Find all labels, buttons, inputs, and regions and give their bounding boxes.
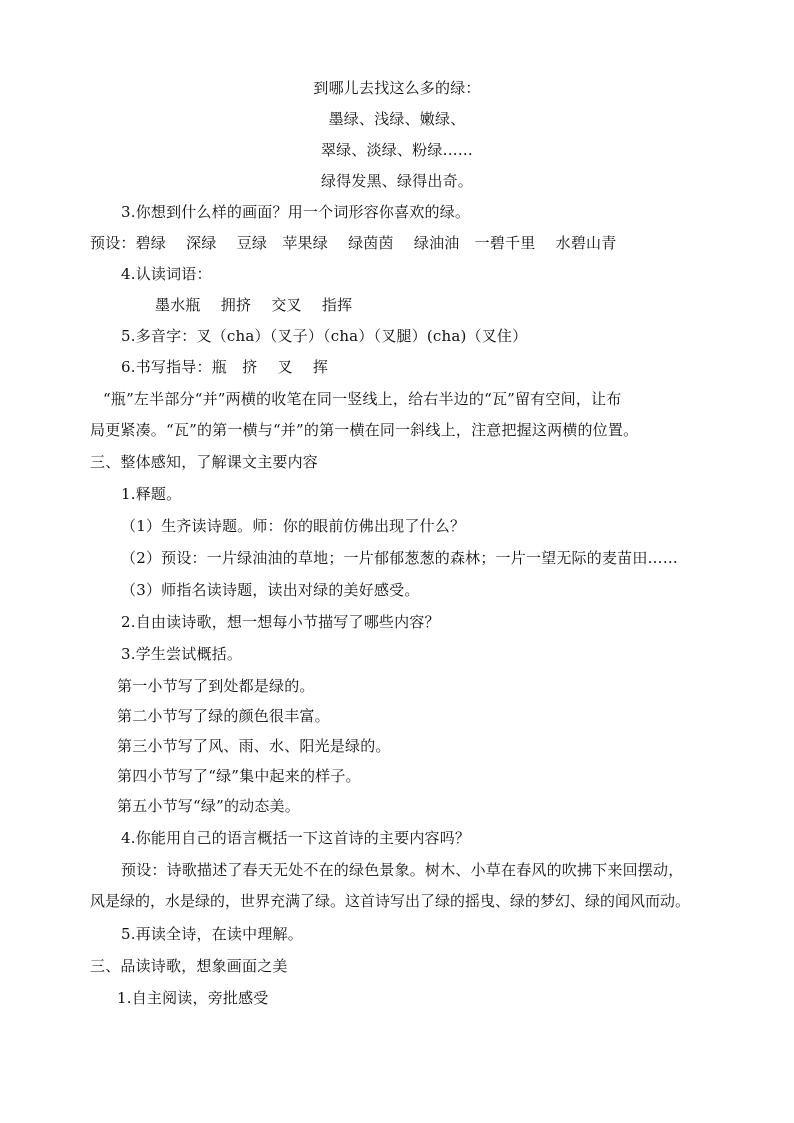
stanza-summary-4: 第四小节写了“绿”集中起来的样子。	[117, 767, 361, 785]
reading-item-1: 1.自主阅读，旁批感受	[117, 989, 269, 1007]
writing-guide-line-1: “瓶”左半部分“并”两横的收笔在同一竖线上，给右半边的“瓦”留有空间，让布	[103, 390, 622, 408]
item-3: 3.学生尝试概括。	[121, 645, 243, 663]
section-heading-overview: 三、整体感知，了解课文主要内容	[90, 453, 319, 471]
section-heading-reading: 三、品读诗歌，想象画面之美	[90, 957, 288, 975]
stanza-summary-5: 第五小节写“绿”的动态美。	[117, 797, 300, 815]
stanza-summary-1: 第一小节写了到处都是绿的。	[117, 677, 315, 695]
item-1-sub-3: （3）师指名读诗题，读出对绿的美好感受。	[121, 581, 420, 599]
poem-line-2: 墨绿、浅绿、嫩绿、	[328, 110, 466, 128]
poem-line-1: 到哪儿去找这么多的绿：	[313, 79, 481, 97]
answer-line-1: 预设：诗歌描述了春天无处不在的绿色景象。树木、小草在春风的吹拂下来回摆动，	[121, 861, 684, 879]
poem-line-3: 翠绿、淡绿、粉绿……	[320, 141, 473, 159]
stanza-summary-3: 第三小节写了风、雨、水、阳光是绿的。	[117, 737, 391, 755]
preset-green-words: 预设：碧绿 深绿 豆绿 苹果绿 绿茵茵 绿油油 一碧千里 水碧山青	[90, 234, 617, 252]
poem-line-4: 绿得发黑、绿得出奇。	[320, 172, 473, 190]
item-1-sub-2: （2）预设：一片绿油油的草地；一片郁郁葱葱的森林；一片一望无际的麦苗田……	[121, 549, 678, 567]
question-5: 5.多音字：叉（cha）（叉子）（cha）（叉腿）(cha)（叉住）	[121, 327, 528, 345]
answer-line-2: 风是绿的，水是绿的，世界充满了绿。这首诗写出了绿的摇曳、绿的梦幻、绿的闻风而动。	[90, 892, 691, 910]
item-2: 2.自由读诗歌，想一想每小节描写了哪些内容？	[121, 613, 440, 631]
item-5: 5.再读全诗，在读中理解。	[121, 925, 303, 943]
stanza-summary-2: 第二小节写了绿的颜色很丰富。	[117, 707, 330, 725]
writing-guide-line-2: 局更紧凑。“瓦”的第一横与“并”的第一横在同一斜线上，注意把握这两横的位置。	[90, 421, 639, 439]
item-4: 4.你能用自己的语言概括一下这首诗的主要内容吗？	[121, 829, 471, 847]
item-1: 1.释题。	[121, 485, 182, 503]
question-3: 3.你想到什么样的画面？用一个词形容你喜欢的绿。	[121, 203, 471, 221]
question-4: 4.认读词语：	[121, 265, 212, 283]
vocabulary-words: 墨水瓶 拥挤 交叉 指挥	[155, 296, 353, 314]
question-6: 6.书写指导：瓶 挤 叉 挥	[121, 358, 329, 376]
item-1-sub-1: （1）生齐读诗题。师：你的眼前仿佛出现了什么？	[121, 517, 466, 535]
